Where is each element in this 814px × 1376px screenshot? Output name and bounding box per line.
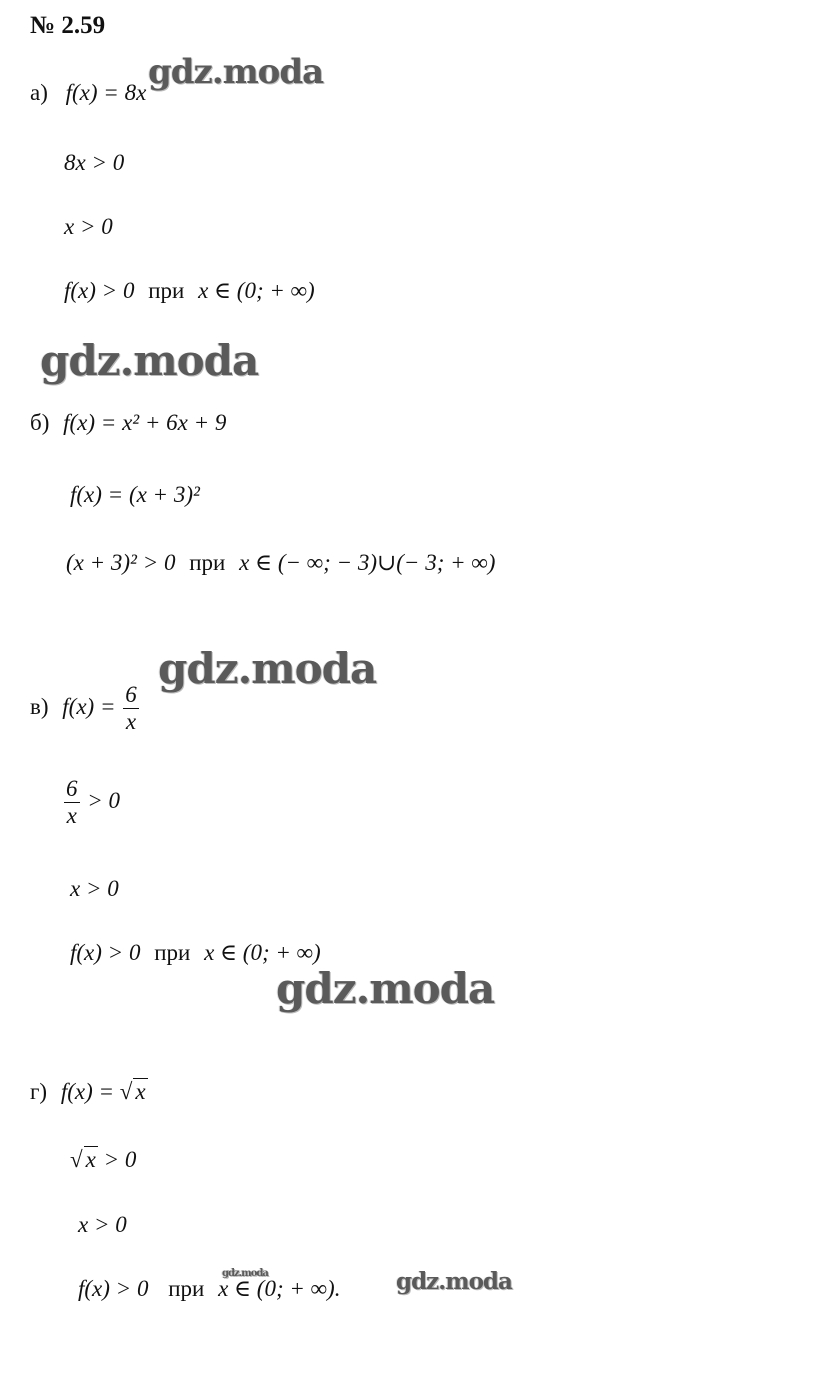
part-b-answer [66,550,495,576]
watermark: gdz.moda [158,644,377,693]
part-v-function [30,682,141,736]
part-v-frac-den: x [125,709,137,735]
part-b-label: б) [30,410,50,435]
watermark: gdz.moda [396,1268,512,1295]
part-g-step1-rhs: > 0 [97,1147,137,1172]
part-g-step2: x > 0 [78,1212,127,1237]
part-b-answer-set: x ∈ (− ∞; − 3)∪(− 3; + ∞) [239,550,496,575]
part-v-fraction [123,682,139,736]
part-g-answer-lhs: f(x) > 0 [78,1276,149,1301]
part-v-step1-fraction [64,776,80,830]
part-g-label: г) [30,1079,48,1104]
part-a-label: а) [30,80,48,105]
part-a-answer [64,278,315,304]
part-v-step1-rhs: > 0 [81,788,121,814]
part-g-step1 [70,1146,136,1173]
part-a-func-lhs: f(x) = [65,80,125,105]
part-v-answer-set: x ∈ (0; + ∞) [204,940,321,965]
watermark: gdz.moda [40,336,259,385]
part-b-function [30,410,226,436]
part-g-answer [78,1276,340,1302]
part-g-func-lhs: f(x) = [60,1079,120,1104]
part-v-step1-den: x [66,803,77,829]
part-a-answer-set: x ∈ (0; + ∞) [198,278,315,303]
part-a-answer-lhs: f(x) > 0 [64,278,135,303]
problem-number: № 2.59 [30,12,106,39]
part-b-answer-word: при [189,550,226,575]
part-a-function [30,80,146,106]
watermark: gdz.moda [148,52,324,92]
part-v-label: в) [30,694,49,720]
sqrt-icon: √ [70,1147,83,1172]
part-g-answer-set: x ∈ (0; + ∞). [218,1276,341,1301]
part-a-func-rhs: 8x [124,80,147,105]
part-b-func: f(x) = x² + 6x + 9 [63,410,227,435]
part-v-frac-num: 6 [123,682,139,709]
part-v-func-lhs: f(x) = [62,694,122,720]
watermark: gdz.moda [276,964,495,1013]
part-a-step1: 8x > 0 [64,150,125,175]
part-v-step1 [62,776,120,830]
part-a-step2: x > 0 [64,214,113,239]
part-v-answer-lhs: f(x) > 0 [70,940,141,965]
part-b-step1: f(x) = (x + 3)² [70,482,200,507]
part-g-answer-word: при [168,1276,205,1301]
part-v-answer-word: при [154,940,191,965]
part-v-step1-num: 6 [64,776,80,803]
part-g-sqrt-arg: x [135,1079,146,1104]
part-a-answer-word: при [148,278,185,303]
watermark-small: gdz.moda [222,1268,268,1279]
part-v-step2: x > 0 [70,876,119,901]
part-g-function [30,1078,148,1105]
part-g-step1-arg: x [85,1147,96,1172]
sqrt-icon: √ [119,1079,133,1104]
part-v-answer [70,940,321,966]
part-b-answer-lhs: (x + 3)² > 0 [66,550,176,575]
